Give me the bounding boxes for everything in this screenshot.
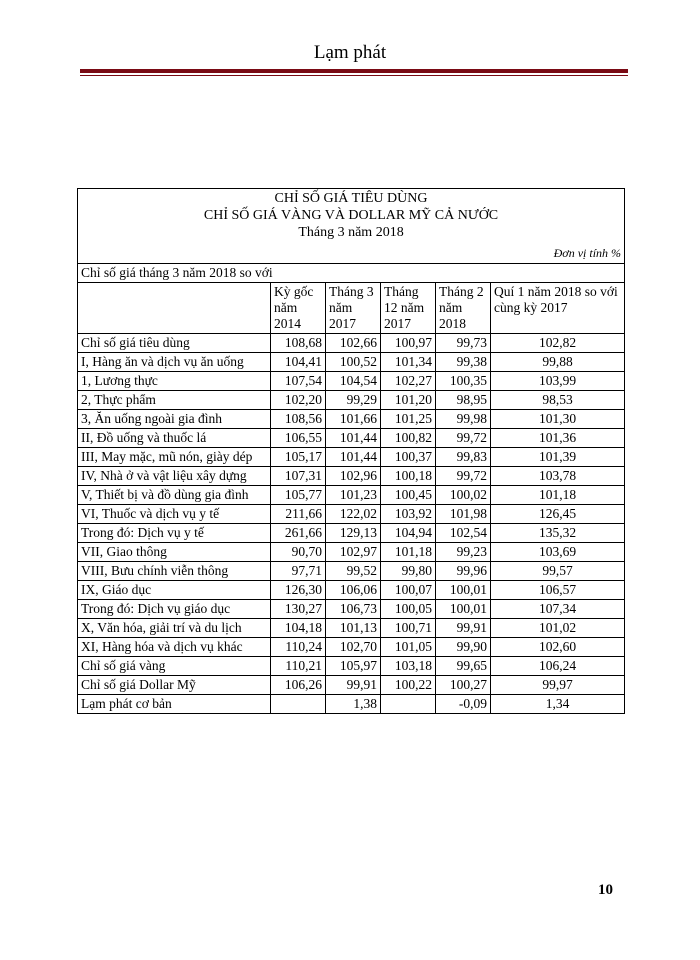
table-row [78,353,625,372]
row-label: VIII, Bưu chính viễn thông [78,562,271,581]
row-value: 98,95 [436,391,491,410]
table-row [78,600,625,619]
row-value: 102,82 [491,334,625,353]
table-row [78,505,625,524]
table-row [78,334,625,353]
row-value: 99,29 [326,391,381,410]
row-value: 100,71 [381,619,436,638]
row-value: 105,97 [326,657,381,676]
row-value: 1,38 [326,695,381,714]
row-label: Lạm phát cơ bản [78,695,271,714]
row-value: 99,88 [491,353,625,372]
row-value: 100,52 [326,353,381,372]
row-value: 102,96 [326,467,381,486]
row-value: 126,45 [491,505,625,524]
table-row [78,467,625,486]
compare-label-row [78,264,625,283]
row-value: 99,23 [436,543,491,562]
row-value: 100,02 [436,486,491,505]
row-value: 99,72 [436,429,491,448]
row-label: III, May mặc, mũ nón, giày dép [78,448,271,467]
column-header: Tháng 3 năm 2017 [326,283,381,334]
row-value: 103,78 [491,467,625,486]
row-value: 135,32 [491,524,625,543]
cpi-table [77,188,625,714]
table-title-line-2: CHỈ SỐ GIÁ VÀNG VÀ DOLLAR MỸ CẢ NƯỚC [203,208,499,223]
row-value: 101,02 [491,619,625,638]
row-label: V, Thiết bị và đồ dùng gia đình [78,486,271,505]
row-value [271,695,326,714]
row-value: 101,13 [326,619,381,638]
row-label: IV, Nhà ở và vật liệu xây dựng [78,467,271,486]
row-value: 100,05 [381,600,436,619]
row-value: 100,35 [436,372,491,391]
row-label: II, Đồ uống và thuốc lá [78,429,271,448]
row-label: Chỉ số giá Dollar Mỹ [78,676,271,695]
row-label: VII, Giao thông [78,543,271,562]
row-value: 97,71 [271,562,326,581]
row-label: VI, Thuốc và dịch vụ y tế [78,505,271,524]
table-row [78,562,625,581]
table-caption [78,189,625,264]
row-value: 101,44 [326,448,381,467]
row-label: X, Văn hóa, giải trí và du lịch [78,619,271,638]
row-value: 101,18 [491,486,625,505]
row-value [381,695,436,714]
row-value: 105,17 [271,448,326,467]
row-value: 99,97 [491,676,625,695]
row-value: 211,66 [271,505,326,524]
row-value: 122,02 [326,505,381,524]
row-value: 101,23 [326,486,381,505]
row-value: 130,27 [271,600,326,619]
row-value: 106,06 [326,581,381,600]
row-value: 110,24 [271,638,326,657]
row-value: 101,98 [436,505,491,524]
row-value: 100,01 [436,600,491,619]
row-value: 104,18 [271,619,326,638]
table-row [78,543,625,562]
row-value: 100,97 [381,334,436,353]
row-value: 90,70 [271,543,326,562]
row-value: 106,55 [271,429,326,448]
row-value: 100,18 [381,467,436,486]
row-value: 99,38 [436,353,491,372]
header-rule-thick [80,69,628,73]
row-value: 99,73 [436,334,491,353]
table-row [78,524,625,543]
row-value: 101,30 [491,410,625,429]
row-value: 129,13 [326,524,381,543]
row-value: 100,37 [381,448,436,467]
row-label: I, Hàng ăn và dịch vụ ăn uống [78,353,271,372]
row-label: Trong đó: Dịch vụ y tế [78,524,271,543]
row-value: 101,34 [381,353,436,372]
row-label: XI, Hàng hóa và dịch vụ khác [78,638,271,657]
row-value: 101,20 [381,391,436,410]
row-value: 102,97 [326,543,381,562]
row-value: 104,41 [271,353,326,372]
row-value: 100,82 [381,429,436,448]
row-value: 102,20 [271,391,326,410]
table-unit: Đơn vị tính % [553,246,622,260]
row-value: 107,31 [271,467,326,486]
column-header: Tháng 2 năm 2018 [436,283,491,334]
row-value: 106,57 [491,581,625,600]
row-value: 261,66 [271,524,326,543]
row-label: IX, Giáo dục [78,581,271,600]
row-value: 100,07 [381,581,436,600]
column-header: Quí 1 năm 2018 so với cùng kỳ 2017 [491,283,625,334]
row-value: 102,70 [326,638,381,657]
row-value: 102,66 [326,334,381,353]
table-title-line-1: CHỈ SỐ GIÁ TIÊU DÙNG [274,191,428,206]
table-row [78,695,625,714]
row-value: 103,92 [381,505,436,524]
row-label: 1, Lương thực [78,372,271,391]
row-value: 103,18 [381,657,436,676]
table-caption-row [78,189,625,264]
table-title-line-3: Tháng 3 năm 2018 [298,225,404,240]
row-value: 99,90 [436,638,491,657]
table-row [78,676,625,695]
row-value: 107,34 [491,600,625,619]
row-value: 99,98 [436,410,491,429]
row-value: 99,80 [381,562,436,581]
row-value: 99,65 [436,657,491,676]
page-header-title: Lạm phát [313,42,387,63]
row-value: 100,45 [381,486,436,505]
row-value: 101,36 [491,429,625,448]
row-value: 100,22 [381,676,436,695]
row-value: 105,77 [271,486,326,505]
row-value: 103,69 [491,543,625,562]
row-value: 106,24 [491,657,625,676]
row-value: 102,60 [491,638,625,657]
header-rule-thin [80,75,628,76]
row-value: 99,83 [436,448,491,467]
compare-label: Chỉ số giá tháng 3 năm 2018 so với [78,264,625,283]
row-value: 99,91 [436,619,491,638]
table-row [78,391,625,410]
row-value: 101,39 [491,448,625,467]
row-value: 99,57 [491,562,625,581]
row-value: 101,05 [381,638,436,657]
row-value: 102,54 [436,524,491,543]
column-header: Kỳ gốc năm 2014 [271,283,326,334]
table-row [78,429,625,448]
row-value: 1,34 [491,695,625,714]
row-value: 101,18 [381,543,436,562]
row-value: 100,27 [436,676,491,695]
page-number: 10 [598,882,613,898]
table-row [78,657,625,676]
table-row [78,448,625,467]
row-label: 2, Thực phẩm [78,391,271,410]
table-row [78,486,625,505]
row-value: 108,68 [271,334,326,353]
row-value: 108,56 [271,410,326,429]
row-value: 101,44 [326,429,381,448]
column-header: Tháng 12 năm 2017 [381,283,436,334]
row-value: 107,54 [271,372,326,391]
row-value: 104,94 [381,524,436,543]
row-value: 102,27 [381,372,436,391]
row-label: Trong đó: Dịch vụ giáo dục [78,600,271,619]
row-label: Chỉ số giá vàng [78,657,271,676]
row-value: 106,73 [326,600,381,619]
row-value: 99,96 [436,562,491,581]
table-row [78,410,625,429]
row-value: 106,26 [271,676,326,695]
table-row [78,619,625,638]
table-row [78,638,625,657]
table-row [78,372,625,391]
row-label: Chỉ số giá tiêu dùng [78,334,271,353]
row-label: 3, Ăn uống ngoài gia đình [78,410,271,429]
row-value: 100,01 [436,581,491,600]
row-value: 99,72 [436,467,491,486]
row-value: 101,25 [381,410,436,429]
table-row [78,581,625,600]
row-value: -0,09 [436,695,491,714]
row-value: 103,99 [491,372,625,391]
row-value: 99,91 [326,676,381,695]
row-value: 101,66 [326,410,381,429]
row-value: 98,53 [491,391,625,410]
column-header-empty [78,283,271,334]
row-value: 126,30 [271,581,326,600]
row-value: 110,21 [271,657,326,676]
column-header-row [78,283,625,334]
row-value: 104,54 [326,372,381,391]
row-value: 99,52 [326,562,381,581]
